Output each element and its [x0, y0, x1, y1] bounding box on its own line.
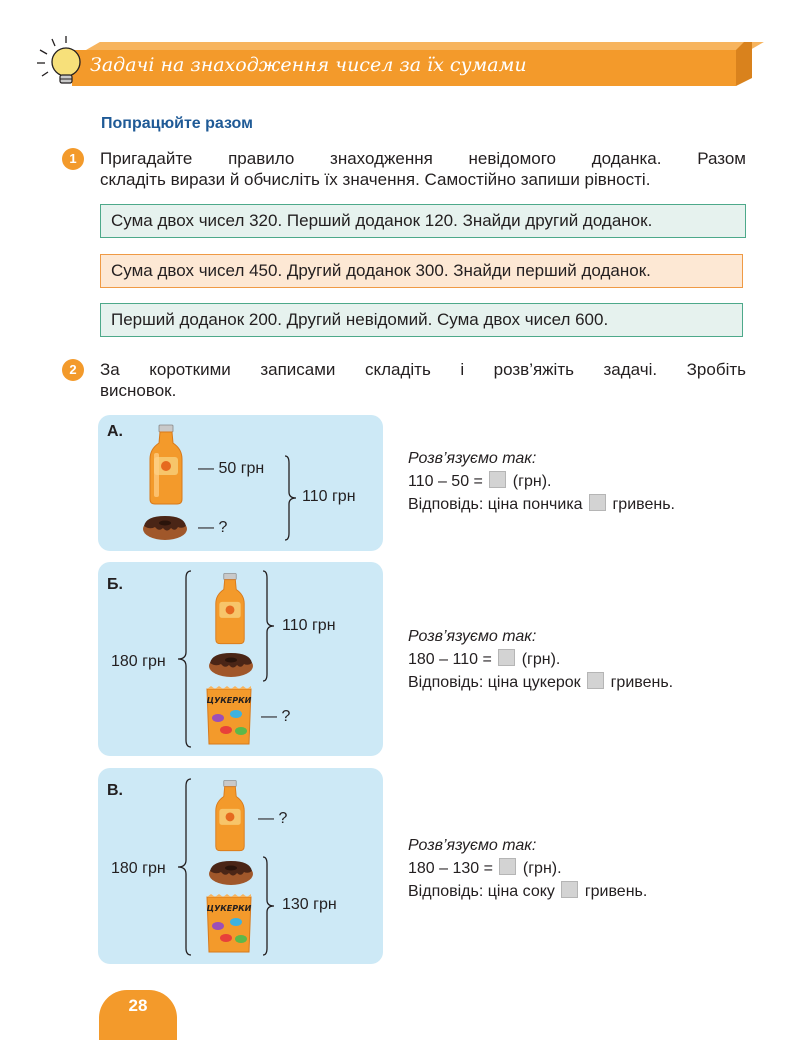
brace-right [262, 570, 276, 682]
section-title: Попрацюйте разом [101, 115, 253, 132]
juice-bottle-icon [214, 778, 246, 854]
task2-line-2: висновок. [100, 381, 177, 400]
candy-bag-icon [204, 894, 254, 956]
ribbon-side-face [736, 42, 752, 86]
donut-icon [142, 513, 188, 541]
solution-equation: 180 – 110 = (грн). [408, 651, 561, 668]
juice-price-label: — ? [258, 810, 288, 827]
problem-box: Перший доданок 200. Другий невідомий. Сума двох чисел 600. [100, 303, 743, 337]
candy-bag-icon [204, 686, 254, 748]
brace-right [262, 856, 276, 956]
solution-heading: Розв’язуємо так: [408, 837, 537, 854]
brace-left [176, 570, 192, 748]
ribbon-top-face [86, 42, 764, 50]
problem-card-c [98, 768, 383, 964]
task-number-badge: 1 [62, 148, 84, 170]
donut-icon [208, 650, 254, 678]
answer-blank[interactable] [489, 471, 506, 488]
candy-bag-label: ЦУКЕРКИ [206, 696, 252, 705]
task1-line-2: складіть вирази й обчисліть їх значення. Самостійно запиши рівності. [100, 170, 651, 189]
answer-blank[interactable] [498, 649, 515, 666]
task2-line-1: За короткими записами складіть і розв’яжіть задачі. Зробіть [100, 360, 746, 379]
total-price-label: 110 грн [302, 488, 356, 505]
donut-icon [208, 858, 254, 886]
solution-answer: Відповідь: ціна соку гривень. [408, 883, 648, 900]
candy-bag-label: ЦУКЕРКИ [206, 904, 252, 913]
solution-heading: Розв’язуємо так: [408, 628, 537, 645]
candy-price-label: — ? [261, 708, 291, 725]
juice-price-label: — 50 грн [198, 460, 265, 477]
solution-answer: Відповідь: ціна цукерок гривень. [408, 674, 674, 691]
solution-b [408, 625, 673, 694]
juice-bottle-icon [214, 571, 246, 647]
task2-text [100, 359, 746, 401]
solution-heading: Розв’язуємо так: [408, 450, 537, 467]
problem-box: Сума двох чисел 320. Перший доданок 120. Знайди другий доданок. [100, 204, 746, 238]
juice-bottle-icon [148, 425, 184, 505]
problem-card-a [98, 415, 383, 551]
answer-blank[interactable] [499, 858, 516, 875]
answer-blank[interactable] [587, 672, 604, 689]
outer-total-label: 180 грн [111, 653, 166, 670]
page-title: Задачі на знаходження чисел за їх сумами [90, 54, 527, 76]
solution-equation: 180 – 130 = (грн). [408, 860, 562, 877]
solution-equation: 110 – 50 = (грн). [408, 473, 552, 490]
task1-line-1: Пригадайте правило знаходження невідомого доданка. Разом [100, 149, 746, 168]
answer-blank[interactable] [561, 881, 578, 898]
card-letter: А. [107, 423, 123, 440]
brace-right [284, 455, 298, 541]
solution-answer: Відповідь: ціна пончика гривень. [408, 496, 675, 513]
inner-total-label: 130 грн [282, 896, 337, 913]
lightbulb-icon [36, 36, 92, 96]
answer-blank[interactable] [589, 494, 606, 511]
problem-box: Сума двох чисел 450. Другий доданок 300. Знайди перший доданок. [100, 254, 743, 288]
header-ribbon [72, 42, 752, 86]
inner-total-label: 110 грн [282, 617, 336, 634]
brace-left [176, 778, 192, 956]
solution-c [408, 834, 647, 903]
task1-text [100, 148, 746, 190]
card-letter: Б. [107, 576, 123, 593]
page-number: 28 [128, 996, 148, 1015]
donut-price-label: — ? [198, 519, 228, 536]
outer-total-label: 180 грн [111, 860, 166, 877]
page-number-tab [99, 990, 177, 1040]
problem-card-b [98, 562, 383, 756]
task-number-badge: 2 [62, 359, 84, 381]
card-letter: В. [107, 782, 123, 799]
solution-a [408, 447, 675, 516]
